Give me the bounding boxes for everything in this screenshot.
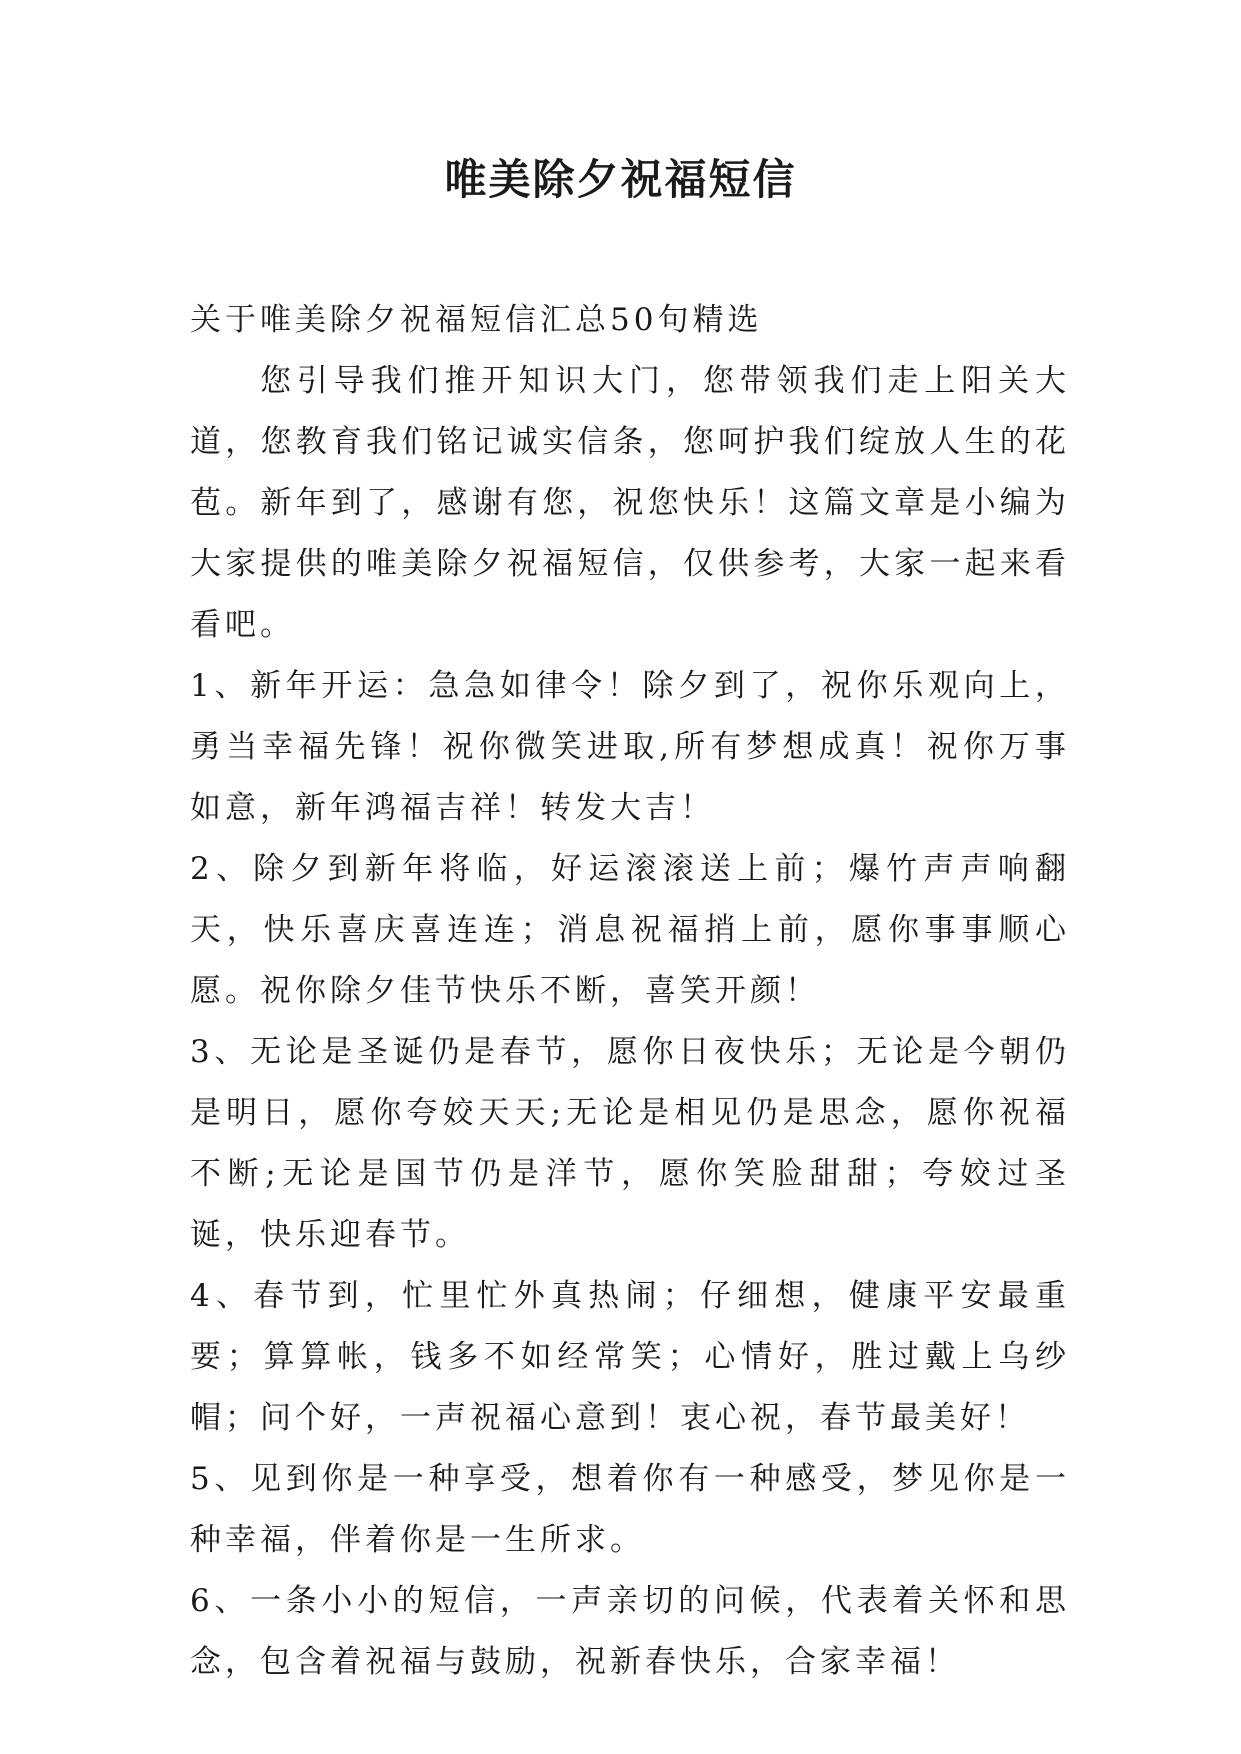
document-subtitle: 关于唯美除夕祝福短信汇总50句精选	[190, 302, 763, 338]
greeting-item-5: 5、见到你是一种享受，想着你有一种感受，梦见你是一种幸福，伴着你是一生所求。	[190, 1461, 1070, 1558]
document-title: 唯美除夕祝福短信	[444, 155, 797, 204]
greeting-item-3: 3、无论是圣诞仍是春节，愿你日夜快乐；无论是今朝仍是明日，愿你夸姣天天;无论是相见仍是思念，愿你祝福不断;无论是国节仍是洋节，愿你笑脸甜甜；夸姣过圣诞，快乐迎春节。	[190, 1034, 1070, 1253]
greeting-item-1: 1、新年开运：急急如律令！除夕到了，祝你乐观向上，勇当幸福先锋！祝你微笑进取,所有梦想成真！祝你万事如意，新年鸿福吉祥！转发大吉！	[190, 668, 1070, 826]
greeting-item-6: 6、一条小小的短信，一声亲切的问候，代表着关怀和思念，包含着祝福与鼓励，祝新春快乐，合家幸福！	[190, 1583, 1070, 1680]
intro-paragraph: 您引导我们推开知识大门，您带领我们走上阳关大道，您教育我们铭记诚实信条，您呵护我们绽放人生的花苞。新年到了，感谢有您，祝您快乐！这篇文章是小编为大家提供的唯美除夕祝福短信，仅供参考，大家一起来看看吧。	[190, 363, 1070, 643]
greeting-item-2: 2、除夕到新年将临，好运滚滚送上前；爆竹声声响翻天，快乐喜庆喜连连；消息祝福捎上前，愿你事事顺心愿。祝你除夕佳节快乐不断，喜笑开颜！	[190, 851, 1070, 1009]
document-body	[190, 290, 1070, 1693]
greeting-item-4: 4、春节到，忙里忙外真热闹；仔细想，健康平安最重要；算算帐，钱多不如经常笑；心情好，胜过戴上乌纱帽；问个好，一声祝福心意到！衷心祝，春节最美好！	[190, 1278, 1070, 1436]
